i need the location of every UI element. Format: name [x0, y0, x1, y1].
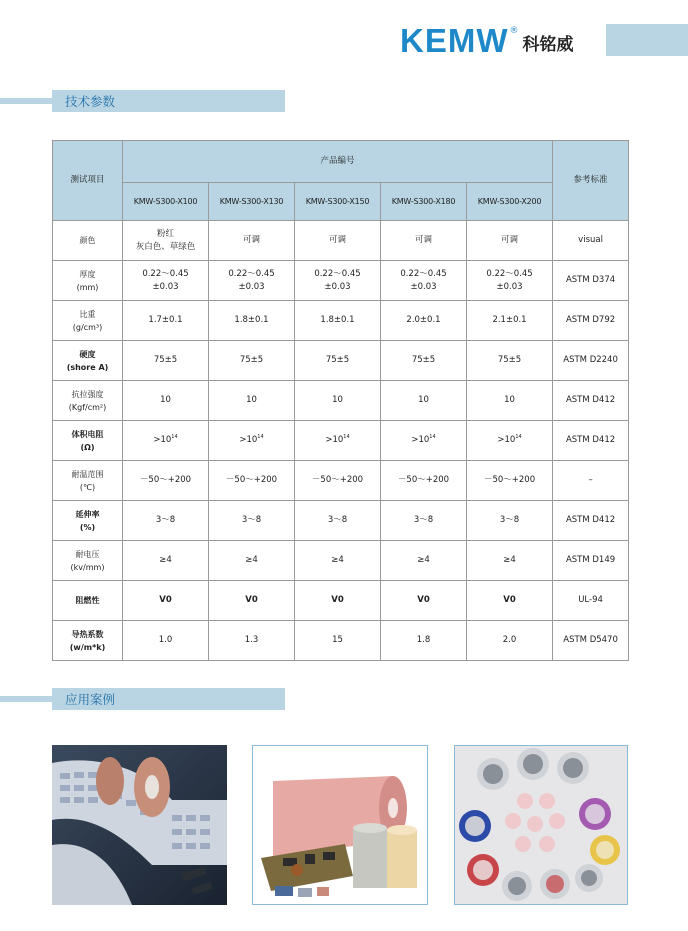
test-item-cell — [53, 501, 123, 541]
test-item-cell — [53, 421, 123, 461]
value-text: －50～+200 — [139, 475, 192, 485]
table-row — [53, 501, 629, 541]
value-cell — [123, 381, 209, 421]
value-cell — [123, 341, 209, 381]
value-text: 1.7±0.1 — [148, 315, 183, 325]
test-item-text: (w/m*k) — [69, 642, 106, 652]
test-item-text: (mm) — [76, 282, 99, 292]
value-cell — [123, 621, 209, 661]
value-cell — [381, 501, 467, 541]
value-cell — [381, 221, 467, 261]
value-cell — [467, 421, 553, 461]
value-text: 10 — [160, 395, 171, 405]
value-cell — [467, 461, 553, 501]
product-code-header: 产品编号 — [123, 141, 553, 183]
test-item-text: 抗拉强度 — [71, 389, 104, 399]
value-text: 3～8 — [241, 515, 262, 525]
test-item-text: 阻燃性 — [75, 596, 100, 605]
value-text: 可调 — [242, 235, 260, 245]
value-text: 0.22～0.45 — [400, 268, 447, 279]
value-cell — [123, 261, 209, 301]
value-text: ±0.03 — [496, 281, 523, 292]
value-text: >10 — [497, 435, 516, 445]
value-text: V0 — [331, 595, 344, 605]
model-header: KMW-S300-X100 — [123, 183, 209, 221]
label-rolls-photo — [52, 745, 227, 905]
value-cell — [295, 261, 381, 301]
value-text: 1.3 — [244, 635, 259, 645]
value-text: 1.8±0.1 — [234, 315, 269, 325]
header-band — [606, 24, 688, 56]
value-cell — [381, 301, 467, 341]
test-item-text: 颜色 — [79, 236, 96, 245]
value-text: 可调 — [414, 235, 432, 245]
value-cell — [467, 581, 553, 621]
value-text: 1.8 — [416, 635, 431, 645]
value-text: 2.0±0.1 — [406, 315, 441, 325]
specs-section-title: 技术参数 — [52, 90, 285, 112]
value-text: 1.8±0.1 — [320, 315, 355, 325]
test-item-text: (g/cm³) — [72, 322, 103, 332]
standard-cell: visual — [553, 221, 629, 261]
logo-text: KEMW — [400, 22, 509, 59]
value-text: 75±5 — [497, 355, 522, 365]
value-cell — [209, 301, 295, 341]
value-cell — [209, 421, 295, 461]
test-item-text: (shore A) — [66, 362, 109, 372]
value-cell — [467, 621, 553, 661]
table-row — [53, 581, 629, 621]
value-text: 3～8 — [413, 515, 434, 525]
value-text: 0.22～0.45 — [142, 268, 189, 279]
value-cell — [209, 461, 295, 501]
value-cell — [295, 421, 381, 461]
registered-mark: ® — [509, 26, 519, 36]
test-item-text: (℃) — [79, 482, 96, 492]
test-item-cell — [53, 221, 123, 261]
value-text: 0.22～0.45 — [314, 268, 361, 279]
value-text: 3～8 — [499, 515, 520, 525]
value-cell — [123, 301, 209, 341]
test-item-cell — [53, 261, 123, 301]
value-text: 2.0 — [502, 635, 517, 645]
test-item-cell — [53, 341, 123, 381]
table-row — [53, 221, 629, 261]
value-cell — [295, 501, 381, 541]
value-cell — [209, 621, 295, 661]
value-text: V0 — [417, 595, 430, 605]
value-cell — [295, 221, 381, 261]
value-text: ±0.03 — [152, 281, 179, 292]
value-text: >10 — [239, 435, 258, 445]
value-text: ≥4 — [245, 555, 258, 565]
test-item-text: (kv/mm) — [70, 562, 105, 572]
exponent-text: 14 — [171, 434, 178, 440]
value-text: －50～+200 — [311, 475, 364, 485]
value-text: ±0.03 — [238, 281, 265, 292]
value-cell — [381, 341, 467, 381]
test-item-cell — [53, 461, 123, 501]
value-text: 1.0 — [158, 635, 173, 645]
thermal-pad-photo — [252, 745, 428, 905]
test-item-text: 导热系数 — [71, 629, 104, 639]
value-text: 75±5 — [411, 355, 436, 365]
value-text: 10 — [246, 395, 257, 405]
brand-logo — [400, 24, 573, 58]
cases-section-title: 应用案例 — [52, 688, 285, 710]
value-text: 10 — [504, 395, 515, 405]
value-cell — [381, 621, 467, 661]
value-cell — [295, 581, 381, 621]
value-text: 75±5 — [153, 355, 178, 365]
standard-cell: ASTM D792 — [553, 301, 629, 341]
value-text: 10 — [332, 395, 343, 405]
section-rule — [0, 98, 52, 104]
test-item-cell — [53, 621, 123, 661]
section-rule — [0, 696, 52, 702]
test-item-text: 比重 — [79, 309, 96, 319]
table-row — [53, 381, 629, 421]
table-row — [53, 461, 629, 501]
value-cell — [123, 421, 209, 461]
value-text: －50～+200 — [225, 475, 278, 485]
led-lamps-photo — [454, 745, 628, 905]
test-item-text: (Kgf/cm²) — [68, 402, 107, 412]
standard-cell: ASTM D412 — [553, 501, 629, 541]
exponent-text: 14 — [515, 434, 522, 440]
table-row — [53, 541, 629, 581]
spec-table — [52, 140, 629, 661]
model-header: KMW-S300-X200 — [467, 183, 553, 221]
table-row — [53, 421, 629, 461]
standard-cell: ASTM D5470 — [553, 621, 629, 661]
standard-cell: ASTM D412 — [553, 381, 629, 421]
value-cell — [381, 381, 467, 421]
exponent-text: 14 — [257, 434, 264, 440]
value-cell — [209, 381, 295, 421]
value-cell — [123, 541, 209, 581]
standard-cell: – — [553, 461, 629, 501]
value-cell — [295, 341, 381, 381]
value-text: 3～8 — [155, 515, 176, 525]
value-cell — [295, 301, 381, 341]
logo-chinese: 科铭威 — [522, 35, 574, 55]
test-item-header: 测试项目 — [53, 141, 123, 221]
standard-cell: ASTM D149 — [553, 541, 629, 581]
exponent-text: 14 — [343, 434, 350, 440]
value-cell — [381, 581, 467, 621]
value-text: V0 — [245, 595, 258, 605]
value-text: ≥4 — [503, 555, 516, 565]
value-cell — [467, 301, 553, 341]
value-text: V0 — [159, 595, 172, 605]
value-text: 2.1±0.1 — [492, 315, 527, 325]
value-cell — [209, 541, 295, 581]
test-item-text: 厚度 — [79, 269, 96, 279]
value-cell — [209, 221, 295, 261]
value-text: V0 — [503, 595, 516, 605]
value-cell — [381, 461, 467, 501]
model-header: KMW-S300-X180 — [381, 183, 467, 221]
test-item-text: (Ω) — [80, 442, 95, 452]
test-item-text: 延伸率 — [75, 509, 100, 519]
value-cell — [295, 461, 381, 501]
exponent-text: 14 — [429, 434, 436, 440]
value-text: 75±5 — [239, 355, 264, 365]
value-text: 粉红 — [156, 228, 174, 239]
test-item-text: 体积电阻 — [71, 429, 104, 439]
value-text: >10 — [411, 435, 430, 445]
test-item-cell — [53, 381, 123, 421]
value-cell — [209, 581, 295, 621]
standard-cell: UL-94 — [553, 581, 629, 621]
value-cell — [381, 421, 467, 461]
value-text: 0.22～0.45 — [228, 268, 275, 279]
table-row — [53, 341, 629, 381]
value-cell — [209, 261, 295, 301]
value-text: ≥4 — [159, 555, 172, 565]
value-cell — [295, 541, 381, 581]
value-cell — [381, 261, 467, 301]
table-row — [53, 621, 629, 661]
test-item-text: 耐电压 — [75, 549, 100, 559]
value-text: >10 — [325, 435, 344, 445]
standard-cell: ASTM D374 — [553, 261, 629, 301]
standard-cell: ASTM D2240 — [553, 341, 629, 381]
value-cell — [123, 501, 209, 541]
standard-cell: ASTM D412 — [553, 421, 629, 461]
test-item-cell — [53, 541, 123, 581]
test-item-text: 硬度 — [79, 349, 96, 359]
value-text: 可调 — [501, 235, 519, 245]
value-text: ±0.03 — [324, 281, 351, 292]
value-text: 10 — [418, 395, 429, 405]
model-header: KMW-S300-X130 — [209, 183, 295, 221]
model-header: KMW-S300-X150 — [295, 183, 381, 221]
value-text: －50～+200 — [397, 475, 450, 485]
value-cell — [467, 501, 553, 541]
value-cell — [123, 461, 209, 501]
table-row — [53, 301, 629, 341]
standard-header: 参考标准 — [553, 141, 629, 221]
value-cell — [381, 541, 467, 581]
value-text: 75±5 — [325, 355, 350, 365]
value-text: －50～+200 — [483, 475, 536, 485]
value-cell — [123, 581, 209, 621]
value-cell — [209, 501, 295, 541]
specs-section-header — [0, 90, 285, 112]
test-item-cell — [53, 581, 123, 621]
value-cell — [123, 221, 209, 261]
value-text: 可调 — [328, 235, 346, 245]
test-item-text: (%) — [79, 522, 96, 532]
value-cell — [467, 381, 553, 421]
test-item-cell — [53, 301, 123, 341]
value-text: ±0.03 — [410, 281, 437, 292]
value-text: >10 — [153, 435, 172, 445]
test-item-text: 耐温范围 — [71, 469, 104, 479]
value-cell — [467, 541, 553, 581]
value-text: ≥4 — [417, 555, 430, 565]
value-text: 3～8 — [327, 515, 348, 525]
cases-section-header — [0, 688, 285, 710]
value-cell — [295, 621, 381, 661]
value-cell — [467, 341, 553, 381]
value-cell — [209, 341, 295, 381]
value-text: ≥4 — [331, 555, 344, 565]
value-cell — [467, 221, 553, 261]
value-text: 灰白色、草绿色 — [135, 241, 196, 252]
table-row — [53, 261, 629, 301]
value-cell — [467, 261, 553, 301]
value-cell — [295, 381, 381, 421]
value-text: 0.22～0.45 — [486, 268, 533, 279]
value-text: 15 — [332, 635, 343, 645]
